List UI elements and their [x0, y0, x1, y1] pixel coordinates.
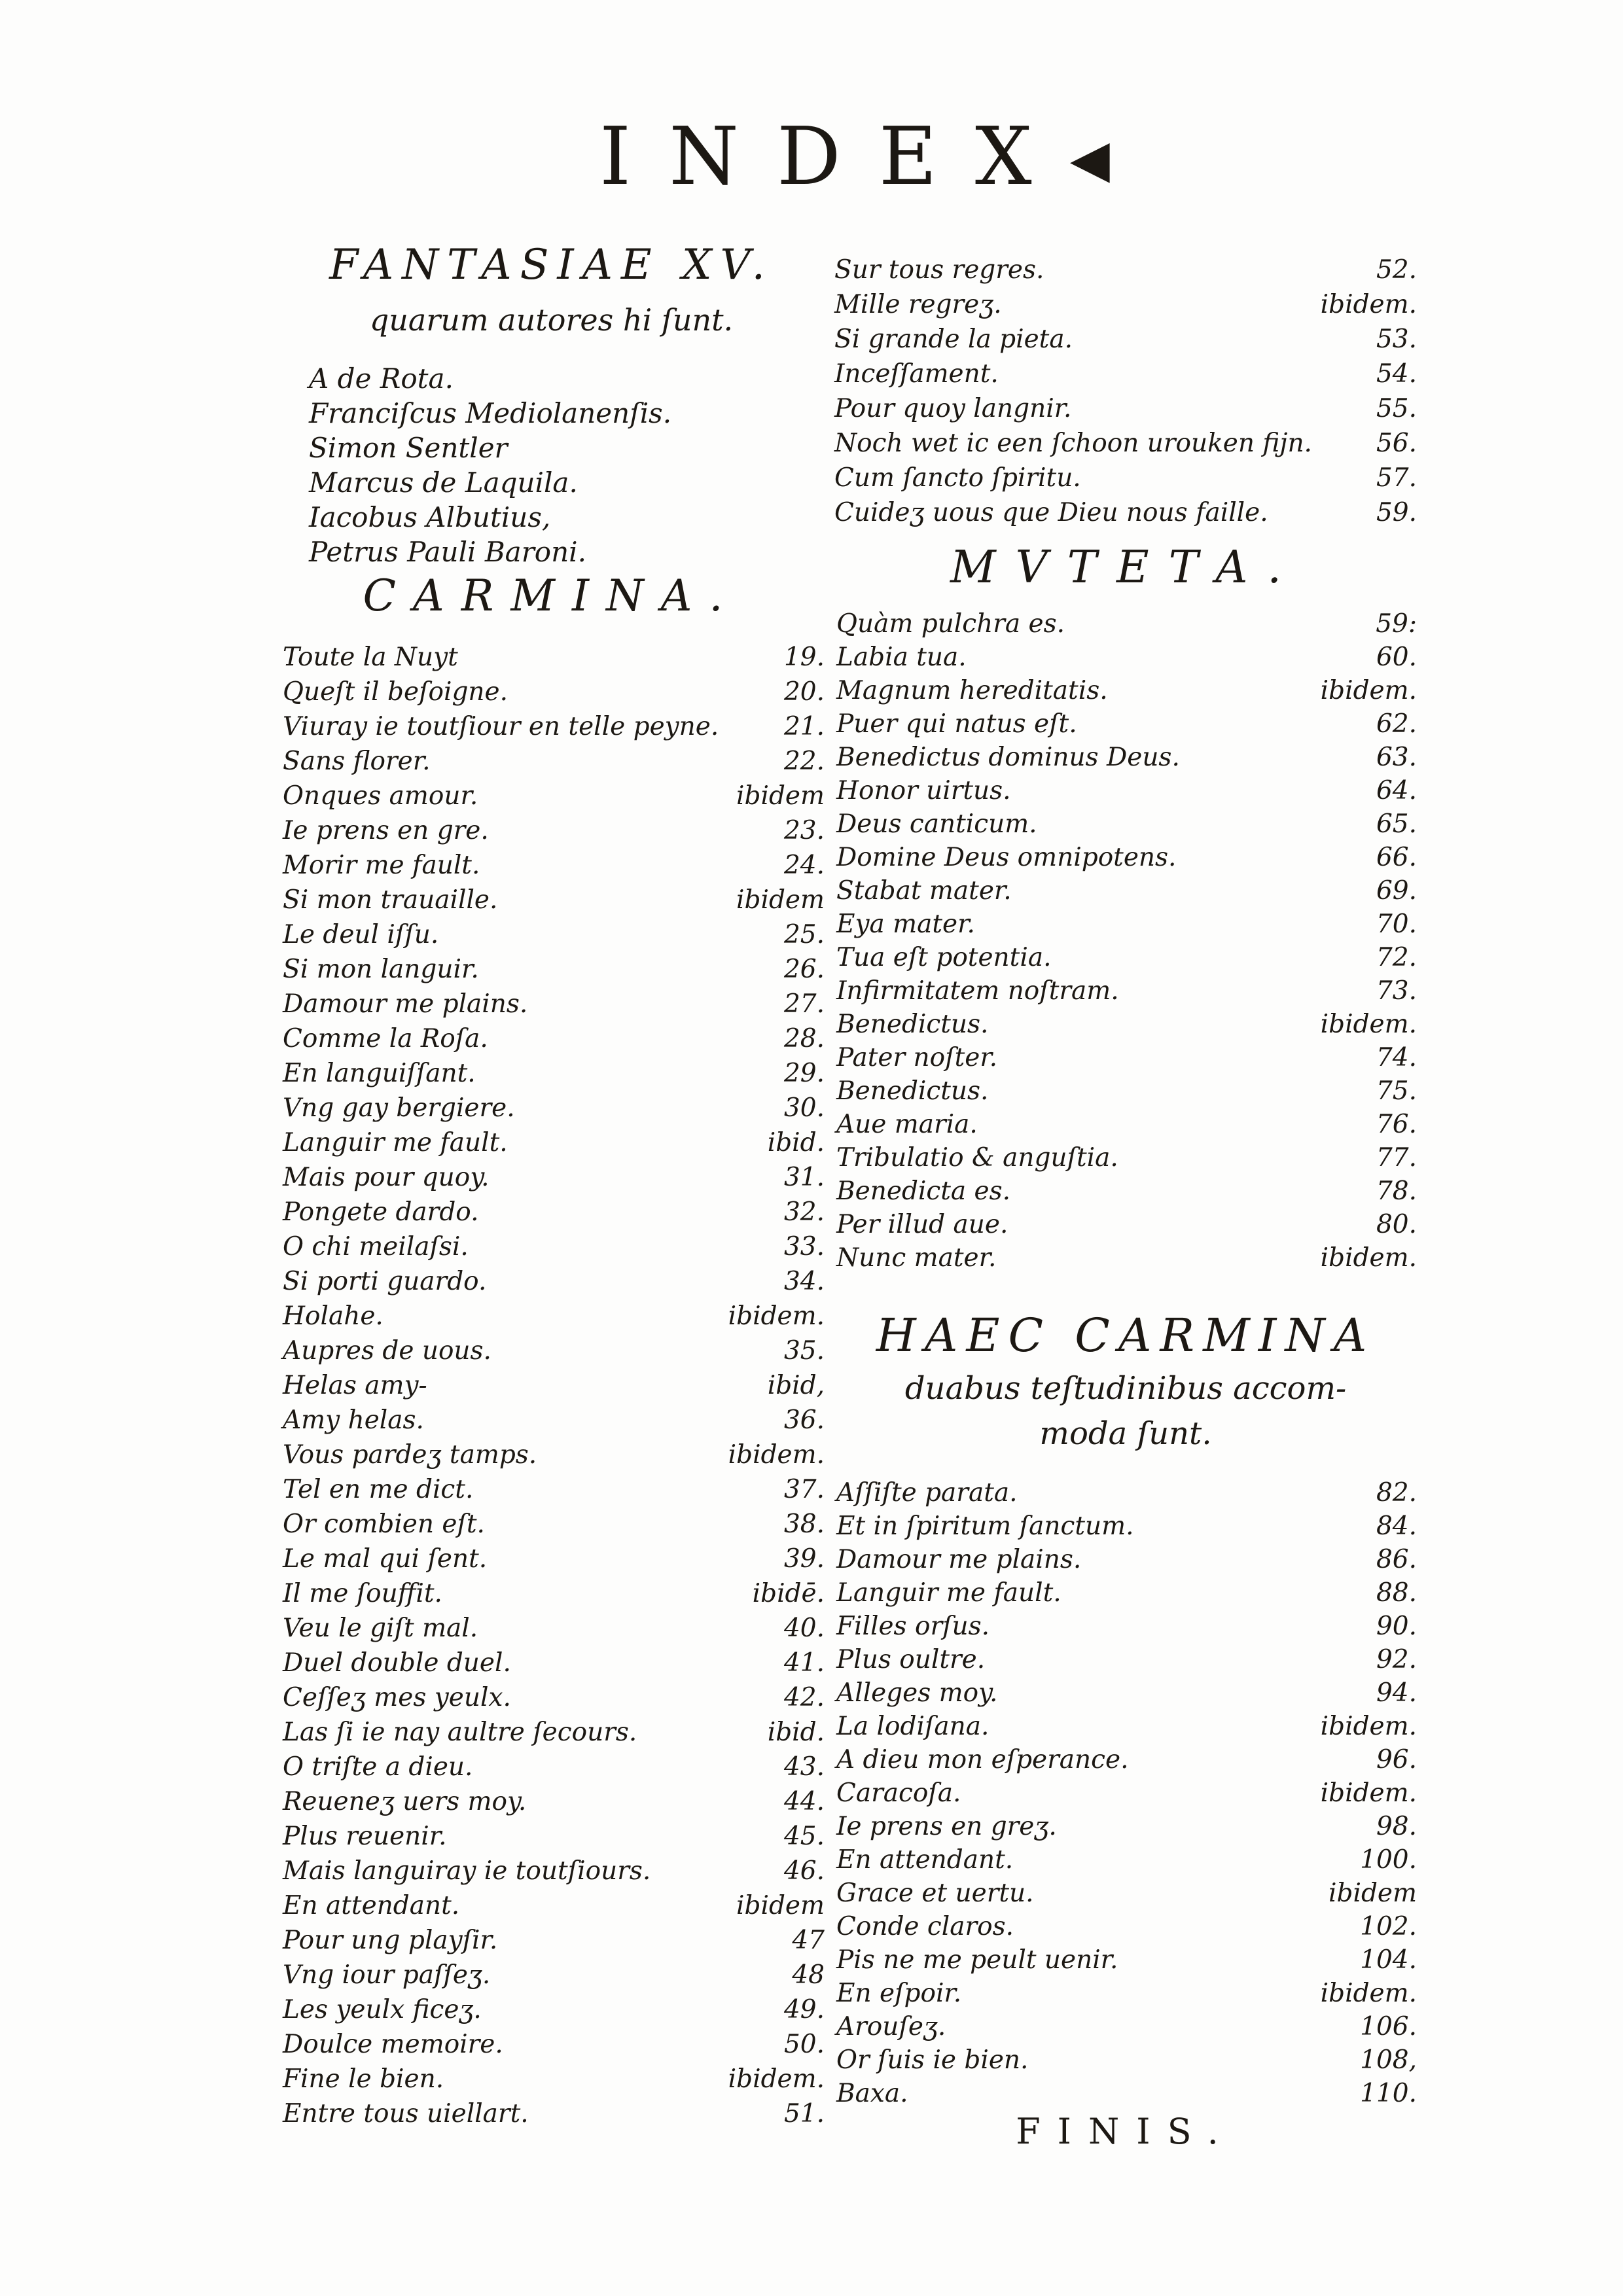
entry-title: Domine Deus omnipotens.: [836, 843, 1177, 872]
index-entry: [836, 774, 1417, 807]
index-entry: [836, 2010, 1417, 2043]
entry-page-number: 43.: [783, 1752, 825, 1782]
entry-title: Doulce memoire.: [283, 2030, 503, 2059]
entry-title: A dieu mon eſperance.: [836, 1745, 1129, 1775]
entry-title: Si grande la pieta.: [834, 325, 1073, 354]
entry-page-number: ibidem.: [728, 1440, 825, 1470]
fantasiae-heading: FANTASIAE XV.: [329, 241, 774, 289]
entry-title: Las ſi ie nay aultre ſecours.: [283, 1718, 637, 1747]
entry-page-number: 27.: [783, 989, 825, 1019]
entry-page-number: 92.: [1376, 1645, 1417, 1674]
index-entry: [283, 1299, 825, 1333]
index-entry: [836, 1141, 1417, 1174]
entry-title: Viuray ie toutſiour en telle peyne.: [283, 712, 719, 741]
entry-page-number: 80.: [1376, 1210, 1417, 1239]
carmina-entry-list: [283, 640, 825, 2131]
entry-page-number: 56.: [1376, 429, 1417, 458]
entry-page-number: ibidem: [736, 885, 825, 915]
index-entry: [283, 1750, 825, 1784]
haec-carmina-subheading-line2: moda ſunt.: [1039, 1415, 1212, 1452]
entry-page-number: 100.: [1360, 1845, 1417, 1875]
index-entry: [836, 1576, 1417, 1610]
entry-page-number: 76.: [1376, 1110, 1417, 1139]
entry-page-number: ibidem: [1329, 1879, 1417, 1908]
entry-title: Et in ſpiritum ſanctum.: [836, 1511, 1134, 1541]
entry-page-number: 19.: [783, 643, 825, 672]
index-entry: [836, 674, 1417, 707]
index-entry: [283, 1472, 825, 1507]
entry-title: Mais pour quoy.: [283, 1163, 490, 1192]
entry-title: Vous pardeʒ tamps.: [283, 1440, 537, 1470]
entry-title: Magnum hereditatis.: [836, 676, 1108, 705]
index-entry: [283, 1611, 825, 1646]
index-entry: [283, 2062, 825, 2096]
entry-page-number: 62.: [1376, 709, 1417, 739]
entry-title: Noch wet ic een ſchoon urouken fijn.: [834, 429, 1312, 458]
author-name: Franciſcus Mediolanenſis.: [309, 397, 672, 429]
entry-page-number: 98.: [1376, 1812, 1417, 1841]
entry-page-number: 78.: [1376, 1176, 1417, 1206]
entry-page-number: 84.: [1376, 1511, 1417, 1541]
entry-title: Inceſſament.: [834, 359, 999, 389]
entry-page-number: 31.: [783, 1163, 825, 1192]
entry-page-number: ibidem.: [1320, 1243, 1417, 1273]
index-entry: [283, 1403, 825, 1438]
index-entry: [283, 2027, 825, 2062]
index-entry: [283, 1229, 825, 1264]
index-entry: [834, 495, 1417, 530]
index-entry: [836, 1610, 1417, 1643]
entry-page-number: 51.: [783, 2099, 825, 2128]
entry-page-number: 108,: [1360, 2045, 1417, 2075]
entry-page-number: 47: [792, 1926, 825, 1955]
muteta-entry-list: [836, 607, 1417, 1275]
entry-page-number: 74.: [1376, 1043, 1417, 1072]
entry-page-number: 60.: [1376, 643, 1417, 672]
muteta-heading: MVTETA.: [950, 542, 1302, 593]
entry-title: Holahe.: [283, 1301, 383, 1331]
entry-page-number: 48: [792, 1960, 825, 1990]
entry-title: Vng gay bergiere.: [283, 1093, 515, 1123]
entry-title: Quàm pulchra es.: [836, 609, 1065, 639]
entry-page-number: 35.: [783, 1336, 825, 1366]
index-entry: [283, 744, 825, 779]
entry-page-number: 65.: [1376, 809, 1417, 839]
entry-title: La lodiſana.: [836, 1712, 990, 1741]
index-entry: [834, 287, 1417, 322]
author-name: Iacobus Albutius,: [309, 501, 551, 533]
index-entry: [836, 974, 1417, 1008]
entry-page-number: ibidem.: [1320, 1778, 1417, 1808]
entry-title: Aue maria.: [836, 1110, 978, 1139]
index-entry: [836, 2077, 1417, 2110]
index-entry: [836, 874, 1417, 908]
page-title: INDEX◂: [599, 110, 1148, 203]
entry-page-number: 50.: [783, 2030, 825, 2059]
entry-title: En languiſſant.: [283, 1059, 476, 1088]
entry-title: Or combien eſt.: [283, 1510, 485, 1539]
entry-title: Plus reuenir.: [283, 1822, 447, 1851]
entry-title: Queſt il beſoigne.: [283, 677, 508, 707]
entry-page-number: ibidem.: [728, 1301, 825, 1331]
entry-title: Amy helas.: [283, 1405, 424, 1435]
entry-page-number: ibid.: [767, 1128, 825, 1157]
index-entry: [836, 1208, 1417, 1241]
index-entry: [836, 1743, 1417, 1776]
entry-page-number: 52.: [1376, 255, 1417, 285]
entry-page-number: 25.: [783, 920, 825, 949]
entry-title: Benedictus.: [836, 1076, 989, 1106]
entry-title: Plus oultre.: [836, 1645, 986, 1674]
entry-title: Cum ſancto ſpiritu.: [834, 463, 1081, 493]
entry-page-number: 44.: [783, 1787, 825, 1816]
entry-page-number: 66.: [1376, 843, 1417, 872]
entry-page-number: ibidem.: [1320, 1010, 1417, 1039]
entry-title: Puer qui natus eſt.: [836, 709, 1077, 739]
entry-title: Pour quoy langnir.: [834, 394, 1072, 423]
index-entry: [834, 357, 1417, 391]
index-entry: [836, 2043, 1417, 2077]
index-entry: [283, 987, 825, 1021]
entry-page-number: 59.: [1376, 498, 1417, 527]
index-entry: [283, 813, 825, 848]
entry-page-number: 54.: [1376, 359, 1417, 389]
index-entry: [836, 908, 1417, 941]
index-entry: [283, 848, 825, 883]
index-entry: [283, 1507, 825, 1542]
entry-page-number: 38.: [783, 1510, 825, 1539]
entry-page-number: 28.: [783, 1024, 825, 1053]
index-entry: [283, 1160, 825, 1195]
entry-page-number: 21.: [783, 712, 825, 741]
entry-page-number: ibidem: [736, 781, 825, 811]
carmina-heading: CARMINA.: [363, 571, 740, 621]
haec-carmina-subheading-line1: duabus teſtudinibus accom-: [904, 1370, 1347, 1407]
carmina-continued-entry-list: [834, 253, 1417, 530]
entry-title: Si mon languir.: [283, 955, 479, 984]
index-entry: [283, 1923, 825, 1958]
finis-label: FINIS.: [1016, 2111, 1236, 2152]
entry-title: Le mal qui ſent.: [283, 1544, 488, 1574]
index-entry: [836, 1008, 1417, 1041]
index-entry: [834, 322, 1417, 357]
entry-title: Veu le giſt mal.: [283, 1614, 478, 1643]
entry-title: Fine le bien.: [283, 2064, 444, 2094]
entry-title: Benedicta es.: [836, 1176, 1011, 1206]
entry-title: En attendant.: [836, 1845, 1014, 1875]
index-entry: [283, 1125, 825, 1160]
entry-title: Baxa.: [836, 2079, 908, 2108]
index-entry: [836, 607, 1417, 641]
entry-title: Eya mater.: [836, 910, 975, 939]
index-entry: [283, 1021, 825, 1056]
entry-title: Aupres de uous.: [283, 1336, 491, 1366]
entry-title: Benedictus dominus Deus.: [836, 743, 1180, 772]
index-entry: [283, 675, 825, 709]
entry-title: Toute la Nuyt: [283, 643, 458, 672]
index-entry: [836, 641, 1417, 674]
entry-title: Reueneʒ uers moy.: [283, 1787, 527, 1816]
entry-title: Tribulatio & anguſtia.: [836, 1143, 1118, 1173]
entry-page-number: 64.: [1376, 776, 1417, 805]
author-name: Simon Sentler: [309, 432, 508, 464]
entry-page-number: 30.: [783, 1093, 825, 1123]
entry-title: Nunc mater.: [836, 1243, 997, 1273]
entry-page-number: 45.: [783, 1822, 825, 1851]
index-entry: [836, 1710, 1417, 1743]
entry-title: Filles orſus.: [836, 1612, 990, 1641]
entry-title: Sur tous regres.: [834, 255, 1044, 285]
entry-title: Mais languiray ie toutſiours.: [283, 1856, 651, 1886]
index-entry: [836, 1241, 1417, 1275]
entry-page-number: 102.: [1360, 1912, 1417, 1941]
index-entry: [836, 1108, 1417, 1141]
entry-title: Languir me fault.: [836, 1578, 1061, 1608]
index-entry: [836, 707, 1417, 741]
index-entry: [836, 1943, 1417, 1977]
fantasiae-subheading: quarum autores hi ſunt.: [369, 302, 734, 338]
entry-page-number: ibidem.: [1320, 290, 1417, 319]
index-entry: [836, 841, 1417, 874]
entry-title: Aſſiſte parata.: [836, 1478, 1018, 1508]
entry-page-number: 63.: [1376, 743, 1417, 772]
index-entry: [283, 1646, 825, 1680]
index-entry: [283, 1888, 825, 1923]
entry-page-number: 72.: [1376, 943, 1417, 972]
author-name: A de Rota.: [309, 362, 454, 395]
entry-page-number: 90.: [1376, 1612, 1417, 1641]
entry-page-number: 55.: [1376, 394, 1417, 423]
entry-page-number: 26.: [783, 955, 825, 984]
index-entry: [283, 952, 825, 987]
index-entry: [283, 917, 825, 952]
entry-page-number: 23.: [783, 816, 825, 845]
entry-page-number: 49.: [783, 1995, 825, 2024]
entry-title: Benedictus.: [836, 1010, 989, 1039]
entry-page-number: ibidem: [736, 1891, 825, 1920]
entry-title: Morir me fault.: [283, 851, 480, 880]
entry-page-number: 73.: [1376, 976, 1417, 1006]
entry-page-number: ibidem.: [728, 2064, 825, 2094]
entry-title: Pater noſter.: [836, 1043, 998, 1072]
entry-page-number: 106.: [1360, 2012, 1417, 2041]
author-name: Marcus de Laquila.: [309, 467, 578, 499]
entry-page-number: 29.: [783, 1059, 825, 1088]
index-entry: [283, 1819, 825, 1854]
entry-page-number: 69.: [1376, 876, 1417, 906]
index-entry: [836, 1676, 1417, 1710]
entry-page-number: ibid,: [767, 1371, 825, 1400]
entry-title: Caracoſa.: [836, 1778, 961, 1808]
entry-title: Languir me fault.: [283, 1128, 508, 1157]
entry-title: Arouſeʒ.: [836, 2012, 946, 2041]
entry-title: Il me ſouffit.: [283, 1579, 442, 1608]
entry-title: Alleges moy.: [836, 1678, 998, 1708]
entry-page-number: ibidem.: [1320, 1712, 1417, 1741]
entry-title: Ceſſeʒ mes yeulx.: [283, 1683, 511, 1712]
entry-page-number: 53.: [1376, 325, 1417, 354]
index-entry: [283, 1438, 825, 1472]
index-entry: [283, 1576, 825, 1611]
entry-title: Tel en me dict.: [283, 1475, 474, 1504]
entry-title: Damour me plains.: [836, 1545, 1082, 1574]
index-entry: [283, 1715, 825, 1750]
index-entry: [283, 779, 825, 813]
entry-title: Entre tous uiellart.: [283, 2099, 529, 2128]
entry-title: Si porti guardo.: [283, 1267, 487, 1296]
entry-page-number: 32.: [783, 1197, 825, 1227]
index-entry: [834, 391, 1417, 426]
entry-title: O triſte a dieu.: [283, 1752, 473, 1782]
index-entry: [283, 1264, 825, 1299]
entry-page-number: 39.: [783, 1544, 825, 1574]
entry-title: En attendant.: [283, 1891, 460, 1920]
index-entry: [283, 1854, 825, 1888]
entry-page-number: ibid.: [767, 1718, 825, 1747]
index-entry: [283, 1368, 825, 1403]
entry-title: Per illud aue.: [836, 1210, 1008, 1239]
entry-page-number: 70.: [1376, 910, 1417, 939]
index-entry: [283, 1195, 825, 1229]
entry-page-number: 22.: [783, 747, 825, 776]
entry-page-number: 88.: [1376, 1578, 1417, 1608]
index-entry: [283, 1056, 825, 1091]
entry-page-number: ibidem.: [1320, 676, 1417, 705]
index-entry: [283, 1091, 825, 1125]
entry-title: Grace et uertu.: [836, 1879, 1034, 1908]
entry-title: Si mon trauaille.: [283, 885, 498, 915]
entry-page-number: 37.: [783, 1475, 825, 1504]
index-entry: [836, 1843, 1417, 1877]
entry-title: Labia tua.: [836, 643, 967, 672]
entry-page-number: 42.: [783, 1683, 825, 1712]
entry-title: Stabat mater.: [836, 876, 1012, 906]
entry-page-number: 41.: [783, 1648, 825, 1678]
entry-title: Honor uirtus.: [836, 776, 1011, 805]
entry-title: Pour ung playſir.: [283, 1926, 498, 1955]
entry-page-number: 40.: [783, 1614, 825, 1643]
entry-title: Duel double duel.: [283, 1648, 511, 1678]
index-entry: [283, 709, 825, 744]
index-entry: [836, 1174, 1417, 1208]
index-entry: [836, 1643, 1417, 1676]
entry-title: Or ſuis ie bien.: [836, 2045, 1029, 2075]
entry-title: Damour me plains.: [283, 989, 528, 1019]
entry-title: Le deul iſſu.: [283, 920, 439, 949]
index-entry: [836, 1810, 1417, 1843]
entry-title: En eſpoir.: [836, 1979, 962, 2008]
entry-page-number: 110.: [1360, 2079, 1417, 2108]
index-entry: [836, 941, 1417, 974]
entry-title: Vng iour paſſeʒ.: [283, 1960, 491, 1990]
index-entry: [836, 741, 1417, 774]
index-entry: [836, 1977, 1417, 2010]
entry-title: Sans florer.: [283, 747, 431, 776]
entry-page-number: 57.: [1376, 463, 1417, 493]
index-entry: [283, 1784, 825, 1819]
index-entry: [836, 1476, 1417, 1510]
haec-carmina-heading: HAEC CARMINA: [876, 1309, 1376, 1362]
index-entry: [283, 2096, 825, 2131]
entry-page-number: 34.: [783, 1267, 825, 1296]
index-entry: [283, 1958, 825, 1992]
entry-page-number: ibidem.: [1320, 1979, 1417, 2008]
entry-page-number: 104.: [1360, 1945, 1417, 1975]
entry-title: Infirmitatem noſtram.: [836, 976, 1119, 1006]
index-entry: [836, 1543, 1417, 1576]
entry-title: Pongete dardo.: [283, 1197, 479, 1227]
entry-title: Ie prens en gre.: [283, 816, 489, 845]
index-entry: [283, 1333, 825, 1368]
entry-page-number: 86.: [1376, 1545, 1417, 1574]
index-entry: [836, 1877, 1417, 1910]
entry-page-number: 59:: [1376, 609, 1417, 639]
entry-page-number: 75.: [1376, 1076, 1417, 1106]
haec-carmina-entry-list: [836, 1476, 1417, 2110]
entry-page-number: 36.: [783, 1405, 825, 1435]
index-entry: [283, 640, 825, 675]
index-entry: [283, 1542, 825, 1576]
entry-title: Ie prens en greʒ.: [836, 1812, 1057, 1841]
entry-title: Onques amour.: [283, 781, 478, 811]
index-entry: [836, 1074, 1417, 1108]
index-entry: [834, 426, 1417, 461]
entry-page-number: 96.: [1376, 1745, 1417, 1775]
entry-title: Comme la Roſa.: [283, 1024, 488, 1053]
entry-page-number: 82.: [1376, 1478, 1417, 1508]
entry-title: Deus canticum.: [836, 809, 1037, 839]
index-entry: [836, 1776, 1417, 1810]
index-entry: [834, 253, 1417, 287]
entry-title: Helas amy-: [283, 1371, 427, 1400]
index-entry: [283, 883, 825, 917]
author-name: Petrus Pauli Baroni.: [309, 536, 586, 568]
index-entry: [834, 461, 1417, 495]
entry-title: Pis ne me peult uenir.: [836, 1945, 1118, 1975]
entry-page-number: 33.: [783, 1232, 825, 1262]
entry-title: Tua eſt potentia.: [836, 943, 1052, 972]
entry-title: Mille regreʒ.: [834, 290, 1002, 319]
entry-title: O chi meilaſsi.: [283, 1232, 469, 1262]
entry-page-number: 46.: [783, 1856, 825, 1886]
index-entry: [836, 1041, 1417, 1074]
entry-page-number: 24.: [783, 851, 825, 880]
index-entry: [836, 1910, 1417, 1943]
index-entry: [283, 1680, 825, 1715]
entry-title: Conde claros.: [836, 1912, 1014, 1941]
index-entry: [836, 807, 1417, 841]
entry-page-number: 94.: [1376, 1678, 1417, 1708]
index-entry: [283, 1992, 825, 2027]
entry-title: Cuideʒ uous que Dieu nous faille.: [834, 498, 1268, 527]
entry-page-number: 20.: [783, 677, 825, 707]
entry-page-number: ibidē.: [752, 1579, 825, 1608]
entry-page-number: 77.: [1376, 1143, 1417, 1173]
entry-title: Les yeulx ficeʒ.: [283, 1995, 482, 2024]
fantasiae-author-list: [309, 361, 826, 569]
index-entry: [836, 1510, 1417, 1543]
